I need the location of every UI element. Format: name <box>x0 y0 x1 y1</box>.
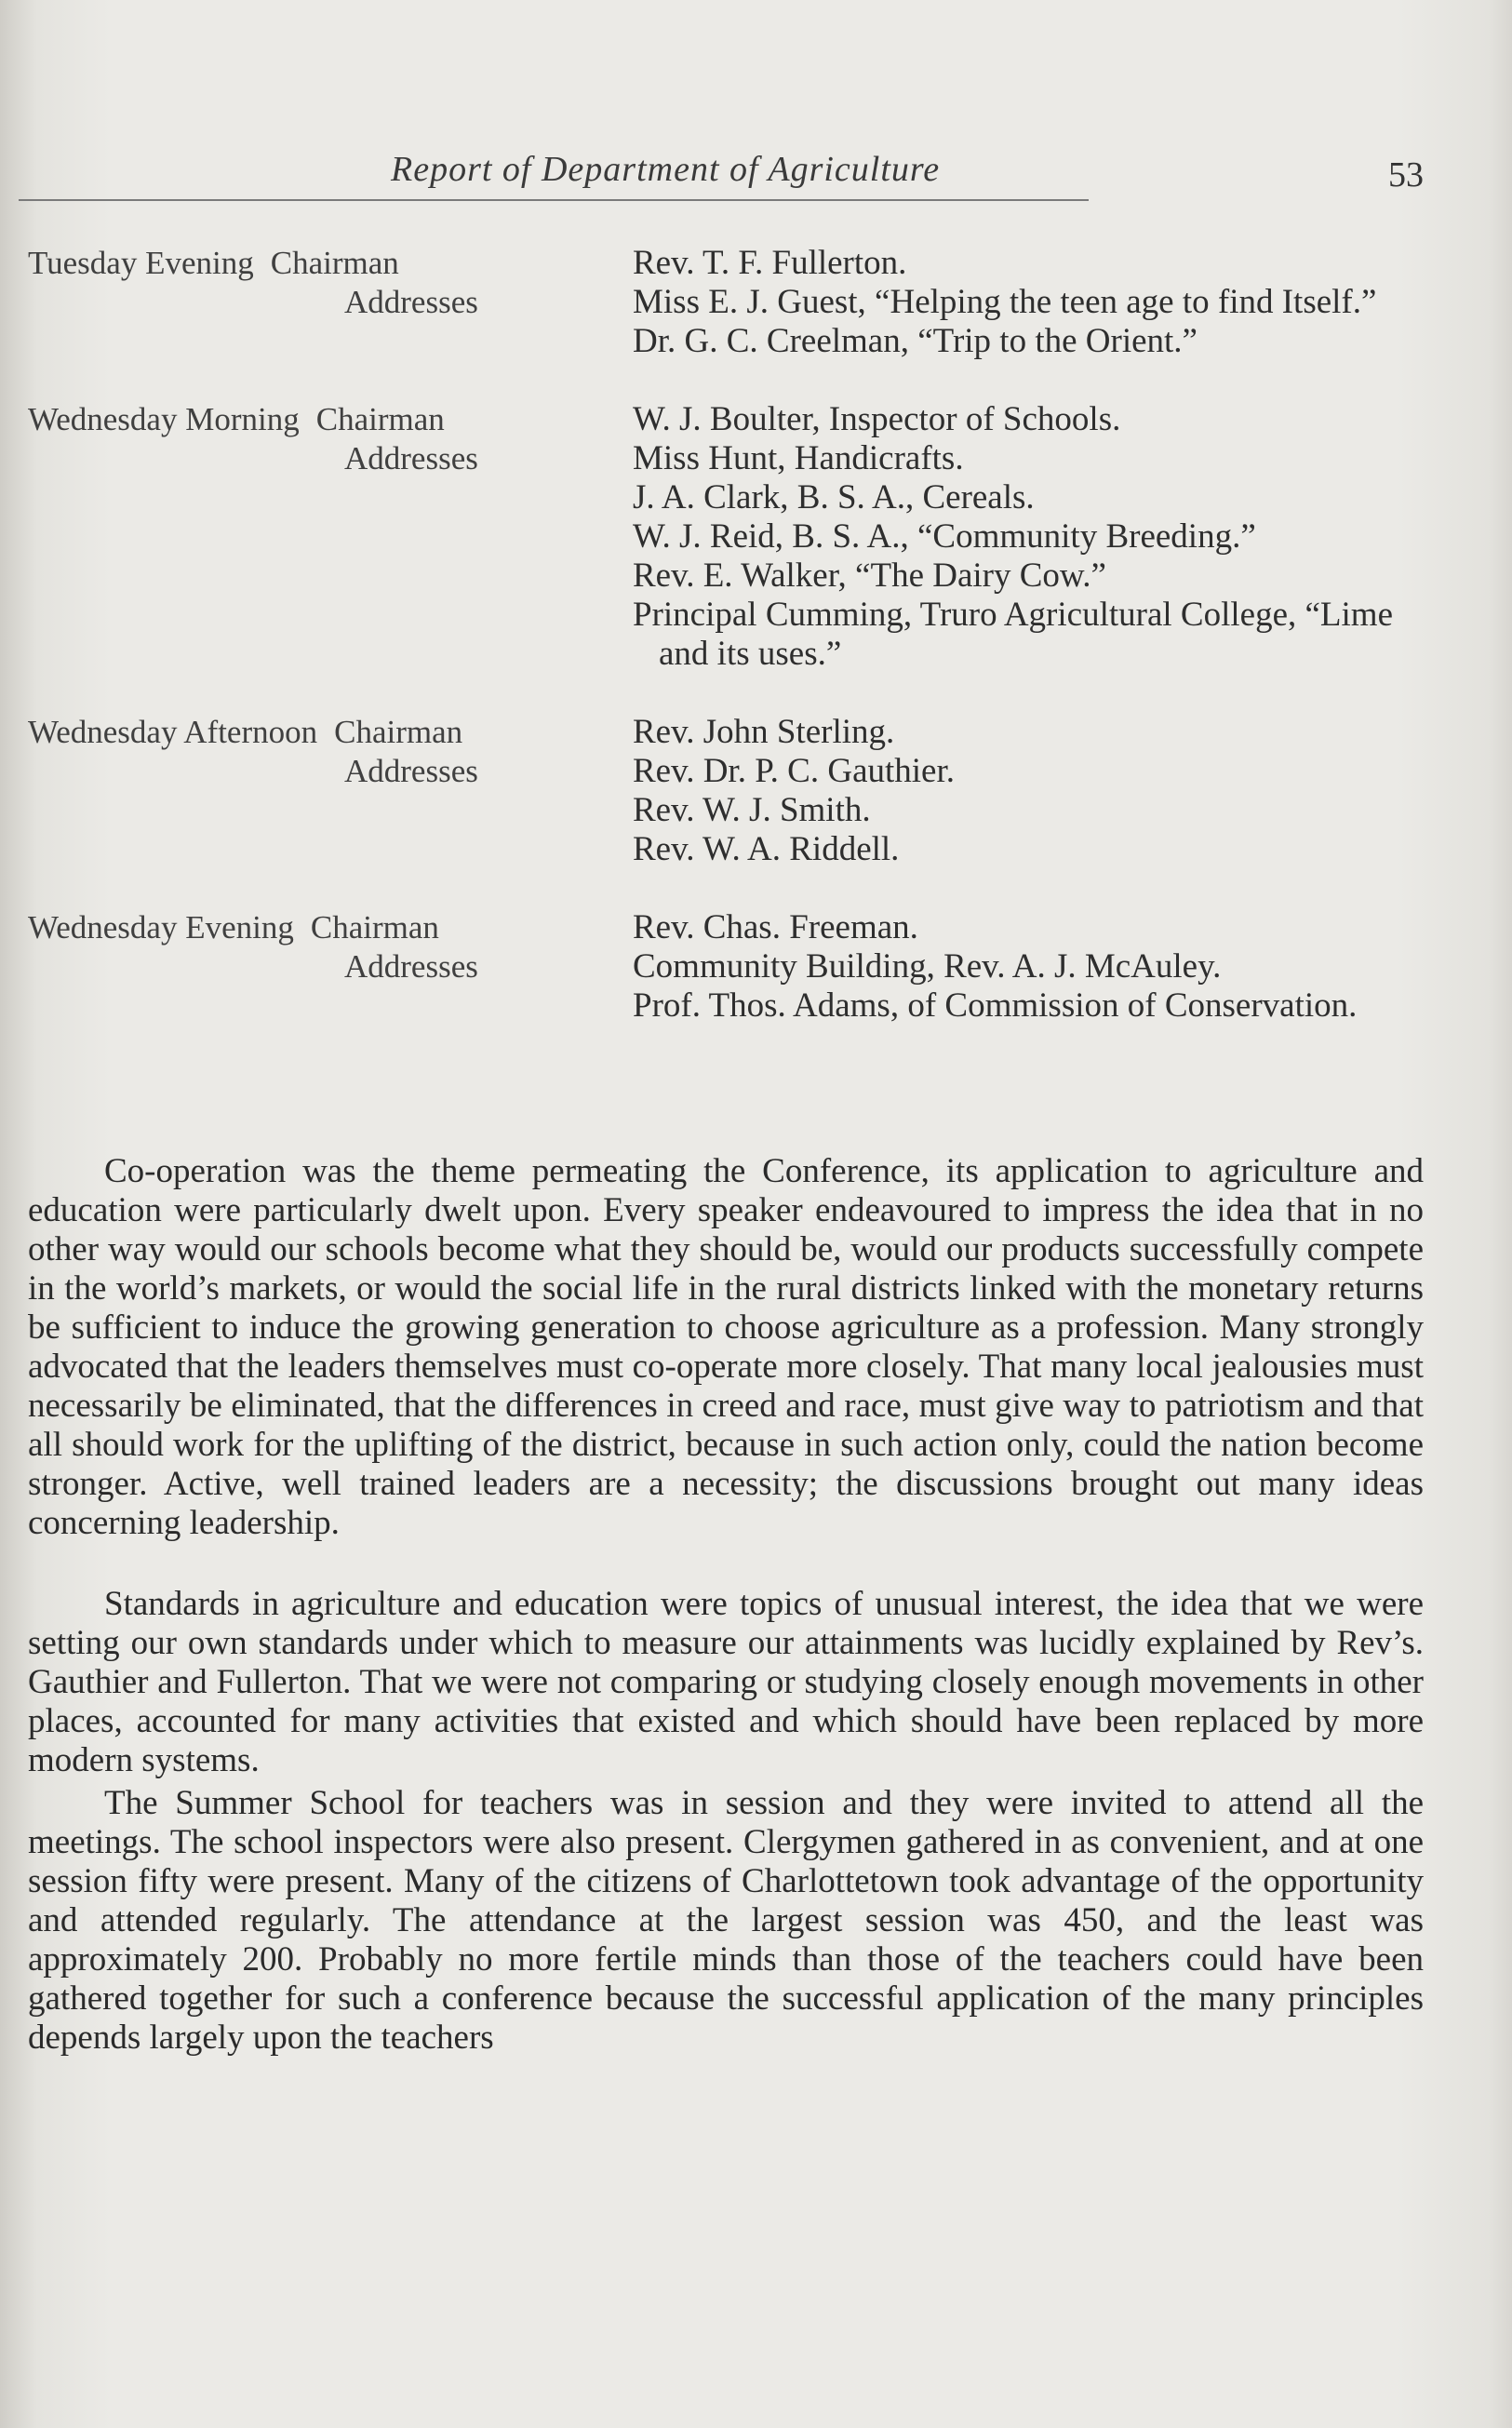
chairman-label: Chairman <box>270 245 399 281</box>
session-entry: Rev. T. F. Fullerton. <box>633 244 907 282</box>
session-entries <box>633 908 1433 1026</box>
session-entries <box>633 244 1433 361</box>
paragraph-summer-school: The Summer School for teachers was in session and they were invited to attend all the meetings. The school inspectors were also present. Clergymen gathered in as convenient, and at one session fifty were present. Many of the citizens of Charlottetown took advantage of the opportunity and attended regularly. The attendance at the largest session was 450, and the least was approximately 200. Probably no more fertile minds than those of the teachers could have been gathered together for such a conference because the successful application of the many principles depends largely upon the teachers <box>28 1784 1424 2057</box>
addresses-label: Addresses <box>344 284 478 320</box>
session-entry: Rev. Chas. Freeman. <box>633 908 918 946</box>
session-entry: Principal Cumming, Truro Agricultural College, “Lime and its uses.” <box>633 596 1393 673</box>
session-entry: Community Building, Rev. A. J. McAuley. <box>633 947 1222 986</box>
session-entry: Prof. Thos. Adams, of Commission of Conservation. <box>633 986 1358 1025</box>
session-tuesday-evening <box>28 244 1433 361</box>
session-label: Wednesday Evening <box>28 909 294 946</box>
session-entry: W. J. Boulter, Inspector of Schools. <box>633 400 1121 438</box>
session-entries <box>633 400 1433 674</box>
addresses-label: Addresses <box>344 440 478 476</box>
session-entry: Miss Hunt, Handicrafts. <box>633 439 964 477</box>
session-label: Wednesday Morning <box>28 401 300 437</box>
session-heading <box>28 244 633 361</box>
session-entry: Rev. Dr. P. C. Gauthier. <box>633 752 956 790</box>
paragraph-standards: Standards in agriculture and education were topics of unusual interest, the idea that we were setting our own standards under which to measure our attainments was lucidly explained by Rev’s. Gauthier and Fullerton. That we were not comparing or studying closely enough movements in other places, accounted for many activities that existed and which should have been replaced by more modern systems. <box>28 1585 1424 1779</box>
addresses-label: Addresses <box>344 753 478 789</box>
session-wednesday-afternoon <box>28 713 1433 869</box>
session-wednesday-morning <box>28 400 1433 674</box>
body-text <box>28 1152 1424 2099</box>
chairman-label: Chairman <box>310 909 439 946</box>
running-title: Report of Department of Agriculture <box>391 150 941 189</box>
chairman-label: Chairman <box>334 714 463 750</box>
session-heading <box>28 400 633 674</box>
session-label: Tuesday Evening <box>28 245 254 281</box>
session-entry: J. A. Clark, B. S. A., Cereals. <box>633 478 1035 516</box>
paragraph-cooperation: Co-operation was the theme permeating the Conference, its application to agriculture and education were particularly dwelt upon. Every speaker endeavoured to impress the idea that in no other way would our schools become what they should be, would our products successfully compete in the world’s markets, or would the social life in the rural districts linked with the monetary returns be sufficient to induce the growing generation to choose agriculture as a profession. Many strongly advocated that the leaders themselves must co-operate more closely. That many local jealousies must necessarily be eliminated, that the differences in creed and race, must give way to patriotism and that all should work for the uplifting of the district, because in such action only, could the nation become stronger. Active, well trained leaders are a necessity; the discussions brought out many ideas concerning leadership. <box>28 1152 1424 1542</box>
header-rule <box>19 199 1089 201</box>
session-heading <box>28 713 633 869</box>
session-wednesday-evening <box>28 908 1433 1026</box>
program-schedule <box>28 244 1433 1065</box>
page-number: 53 <box>1388 155 1424 195</box>
session-entry: W. J. Reid, B. S. A., “Community Breeding.” <box>633 517 1256 556</box>
session-entries <box>633 713 1433 869</box>
page-header <box>19 149 1424 205</box>
session-entry: Miss E. J. Guest, “Helping the teen age to find Itself.” <box>633 283 1377 321</box>
session-entry: Rev. W. J. Smith. <box>633 791 871 829</box>
session-entry: Rev. John Sterling. <box>633 713 895 751</box>
session-entry: Rev. E. Walker, “The Dairy Cow.” <box>633 557 1106 595</box>
session-entry: Rev. W. A. Riddell. <box>633 830 900 868</box>
session-entry: Dr. G. C. Creelman, “Trip to the Orient.” <box>633 322 1198 360</box>
session-label: Wednesday Afternoon <box>28 714 318 750</box>
addresses-label: Addresses <box>344 948 478 985</box>
session-heading <box>28 908 633 1026</box>
chairman-label: Chairman <box>315 401 445 437</box>
